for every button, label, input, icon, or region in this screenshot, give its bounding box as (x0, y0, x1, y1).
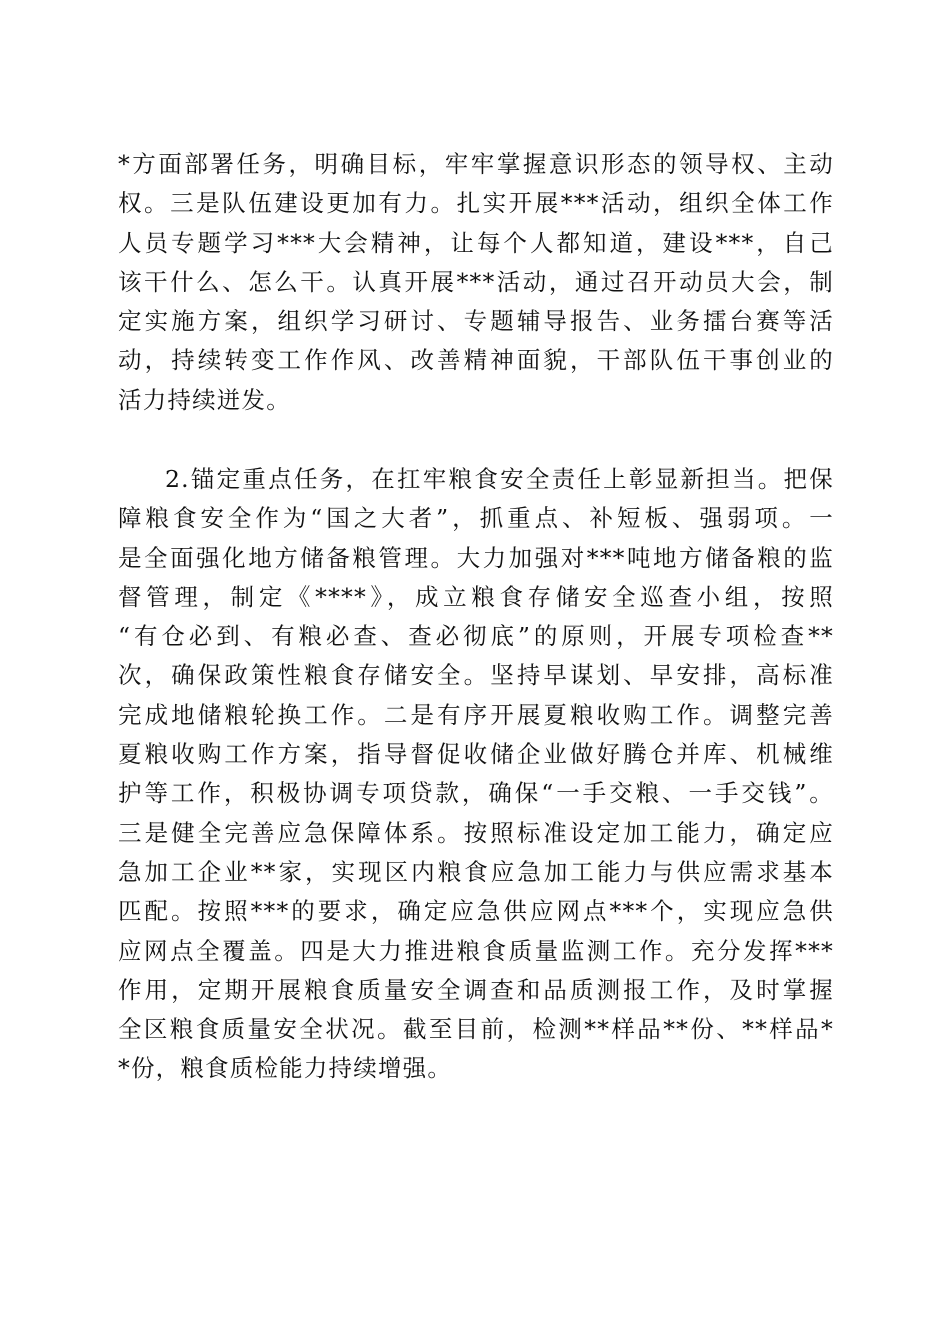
paragraph-grain-security (118, 460, 834, 1089)
text-line: “有仓必到、有粮必查、查必彻底”的原则，开展专项检查** (118, 622, 834, 651)
text-line: 障粮食安全作为“国之大者”，抓重点、补短板、强弱项。一 (118, 504, 834, 533)
text-line: 夏粮收购工作方案，指导督促收储企业做好腾仓并库、机械维 (118, 740, 834, 769)
text-line: 权。三是队伍建设更加有力。扎实开展***活动，组织全体工作 (118, 189, 834, 218)
text-line: 作用，定期开展粮食质量安全调查和品质测报工作，及时掌握 (118, 975, 834, 1004)
paragraph-heading-line: 2.锚定重点任务，在扛牢粮食安全责任上彰显新担当。把保 (165, 465, 834, 493)
text-line: 该干什么、怎么干。认真开展***活动，通过召开动员大会，制 (118, 267, 834, 296)
text-line: 护等工作，积极协调专项贷款，确保“一手交粮、一手交钱”。 (118, 779, 834, 808)
text-line: 人员专题学习***大会精神，让每个人都知道，建设***，自己 (118, 228, 834, 257)
text-line: 督管理，制定《****》，成立粮食存储安全巡查小组，按照 (118, 582, 834, 611)
text-line: 完成地储粮轮换工作。二是有序开展夏粮收购工作。调整完善 (118, 700, 834, 729)
text-line: 全区粮食质量安全状况。截至目前，检测**样品**份、**样品* (118, 1015, 834, 1044)
paragraph-team-building (118, 145, 834, 420)
text-line: 匹配。按照***的要求，确定应急供应网点***个，实现应急供 (118, 897, 834, 926)
text-line: *份，粮食质检能力持续增强。 (118, 1054, 453, 1083)
text-line: 活力持续迸发。 (118, 385, 291, 414)
text-line: 急加工企业**家，实现区内粮食应急加工能力与供应需求基本 (118, 857, 834, 886)
text-line: *方面部署任务，明确目标，牢牢掌握意识形态的领导权、主动 (118, 150, 834, 178)
text-line: 是全面强化地方储备粮管理。大力加强对***吨地方储备粮的监 (118, 543, 834, 572)
text-line: 次，确保政策性粮食存储安全。坚持早谋划、早安排，高标准 (118, 661, 834, 690)
text-line: 三是健全完善应急保障体系。按照标准设定加工能力，确定应 (118, 818, 834, 847)
text-line: 应网点全覆盖。四是大力推进粮食质量监测工作。充分发挥*** (118, 936, 834, 965)
text-line: 动，持续转变工作作风、改善精神面貌，干部队伍干事创业的 (118, 346, 834, 375)
text-line: 定实施方案，组织学习研讨、专题辅导报告、业务擂台赛等活 (118, 307, 834, 336)
